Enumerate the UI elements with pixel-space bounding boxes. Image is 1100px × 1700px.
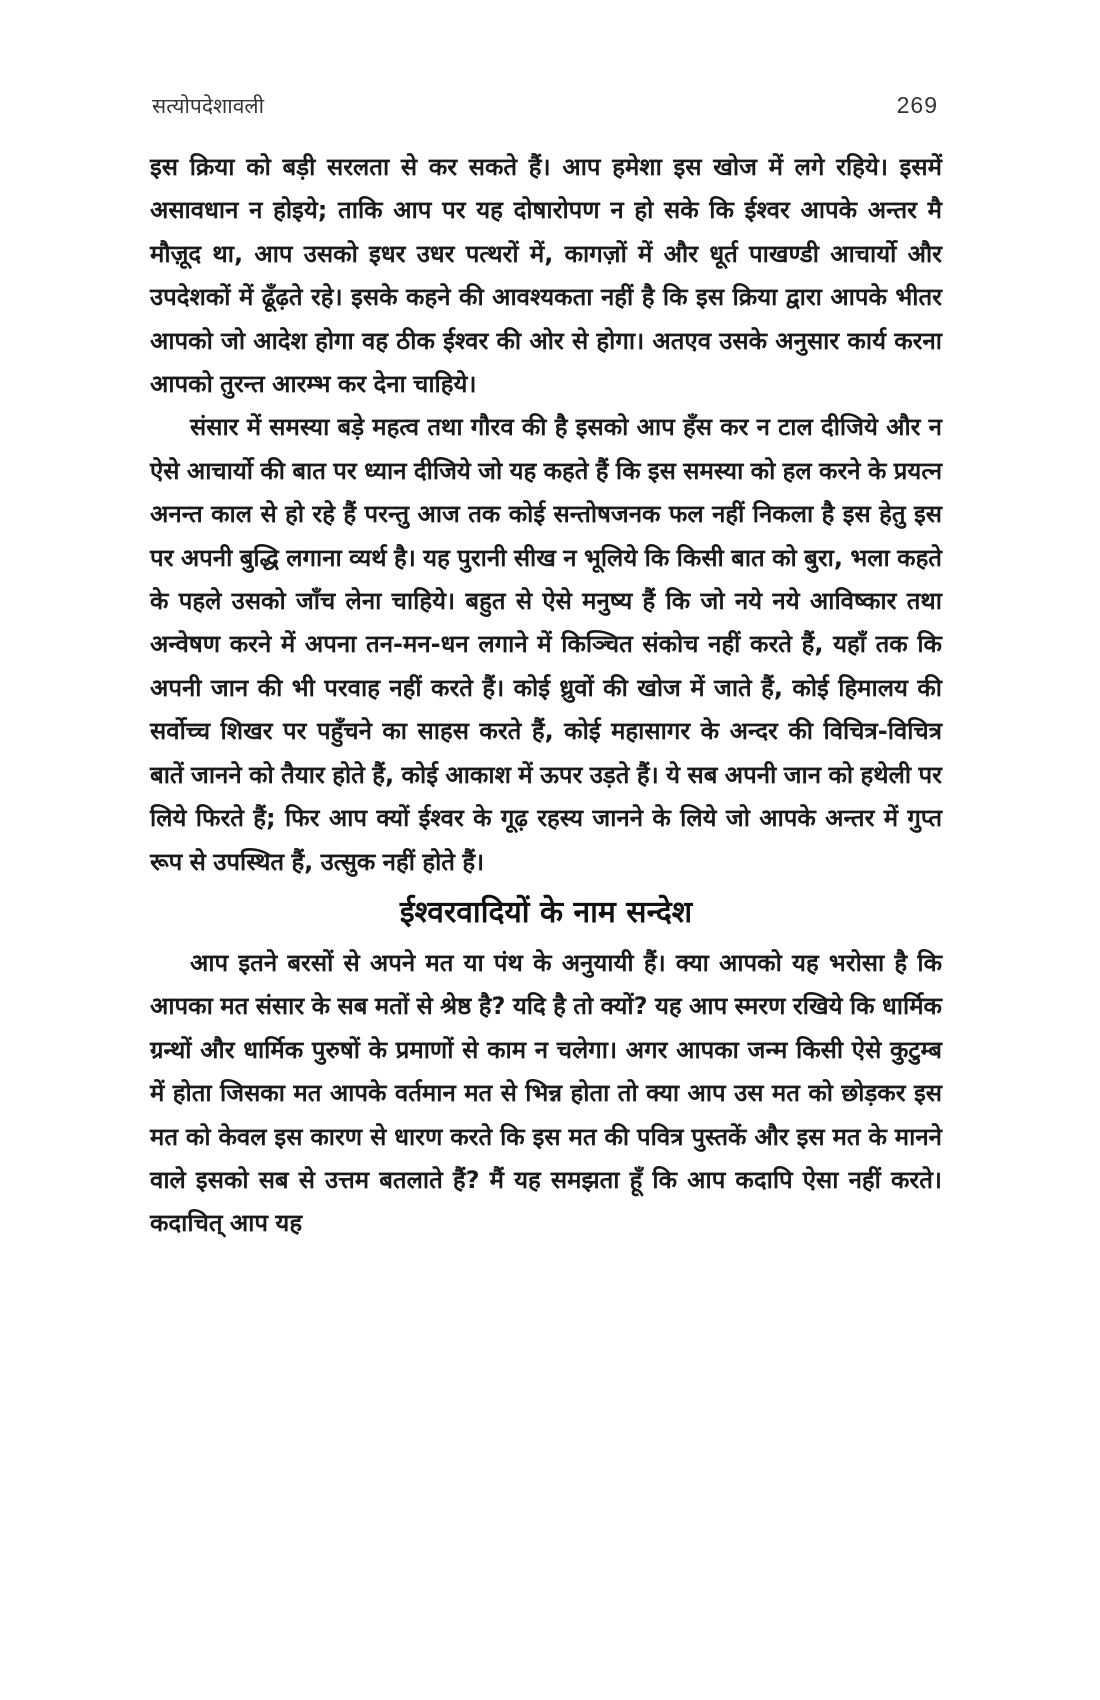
running-header bbox=[152, 92, 938, 132]
paragraph-2: संसार में समस्या बड़े महत्व तथा गौरव की है इसको आप हँस कर न टाल दीजिये और न ऐसे आचार्यो की बात पर ध्यान दीजिये जो यह कहते हैं कि इस समस्या को हल करने के प्रयत्न अनन्त काल से हो रहे हैं परन्तु आज तक कोई सन्तोषजनक फल नहीं निकला है इस हेतु इस पर अपनी बुद्धि लगाना व्यर्थ है। यह पुरानी सीख न भूलिये कि किसी बात को बुरा, भला कहते के पहले उसको जाँच लेना चाहिये। बहुत से ऐसे मनुष्य हैं कि जो नये नये आविष्कार तथा अन्वेषण करने में अपना तन-मन-धन लगाने में किञ्चित संकोच नहीं करते हैं, यहाँ तक कि अपनी जान की भी परवाह नहीं करते हैं। कोई ध्रुवों की खोज में जाते हैं, कोई हिमालय की सर्वोच्च शिखर पर पहुँचने का साहस करते हैं, कोई महासागर के अन्दर की विचित्र-विचित्र बातें जानने को तैयार होते हैं, कोई आकाश में ऊपर उड़ते हैं। ये सब अपनी जान को हथेली पर लिये फिरते हैं; फिर आप क्यों ईश्वर के गूढ़ रहस्य जानने के लिये जो आपके अन्तर में गुप्त रूप से उपस्थित हैं, उत्सुक नहीं होते हैं। bbox=[150, 413, 943, 876]
section-heading: ईश्वरवादियों के नाम सन्देश bbox=[399, 894, 693, 930]
running-title: सत्योपदेशावली bbox=[152, 94, 265, 118]
paragraph-3: आप इतने बरसों से अपने मत या पंथ के अनुयायी हैं। क्या आपको यह भरोसा है कि आपका मत संसार के सब मतों से श्रेष्ठ है? यदि है तो क्यों? यह आप स्मरण रखिये कि धार्मिक ग्रन्थों और धार्मिक पुरुषों के प्रमाणों से काम न चलेगा। अगर आपका जन्म किसी ऐसे कुटुम्ब में होता जिसका मत आपके वर्तमान मत से भिन्न होता तो क्या आप उस मत को छोड़कर इस मत को केवल इस कारण से धारण करते कि इस मत की पवित्र पुस्तकें और इस मत के मानने वाले इसको सब से उत्तम बतलाते हैं? मैं यह समझता हूँ कि आप कदापि ऐसा नहीं करते। कदाचित् आप यह bbox=[150, 948, 942, 1238]
page-number: 269 bbox=[896, 92, 938, 118]
page-body bbox=[150, 146, 942, 1246]
paragraph-continued: इस क्रिया को बड़ी सरलता से कर सकते हैं। आप हमेशा इस खोज में लगे रहिये। इसमें असावधान न होइये; ताकि आप पर यह दोषारोपण न हो सके कि ईश्वर आपके अन्तर मै मौज़ूद था, आप उसको इधर उधर पत्थरों में, कागज़ों में और धूर्त पाखण्डी आचार्यो और उपदेशकों में ढूँढ़ते रहे। इसके कहने की आवश्यकता नहीं है कि इस क्रिया द्वारा आपके भीतर आपको जो आदेश होगा वह ठीक ईश्वर की ओर से होगा। अतएव उसके अनुसार कार्य करना आपको तुरन्त आरम्भ कर देना चाहिये। bbox=[150, 153, 942, 399]
